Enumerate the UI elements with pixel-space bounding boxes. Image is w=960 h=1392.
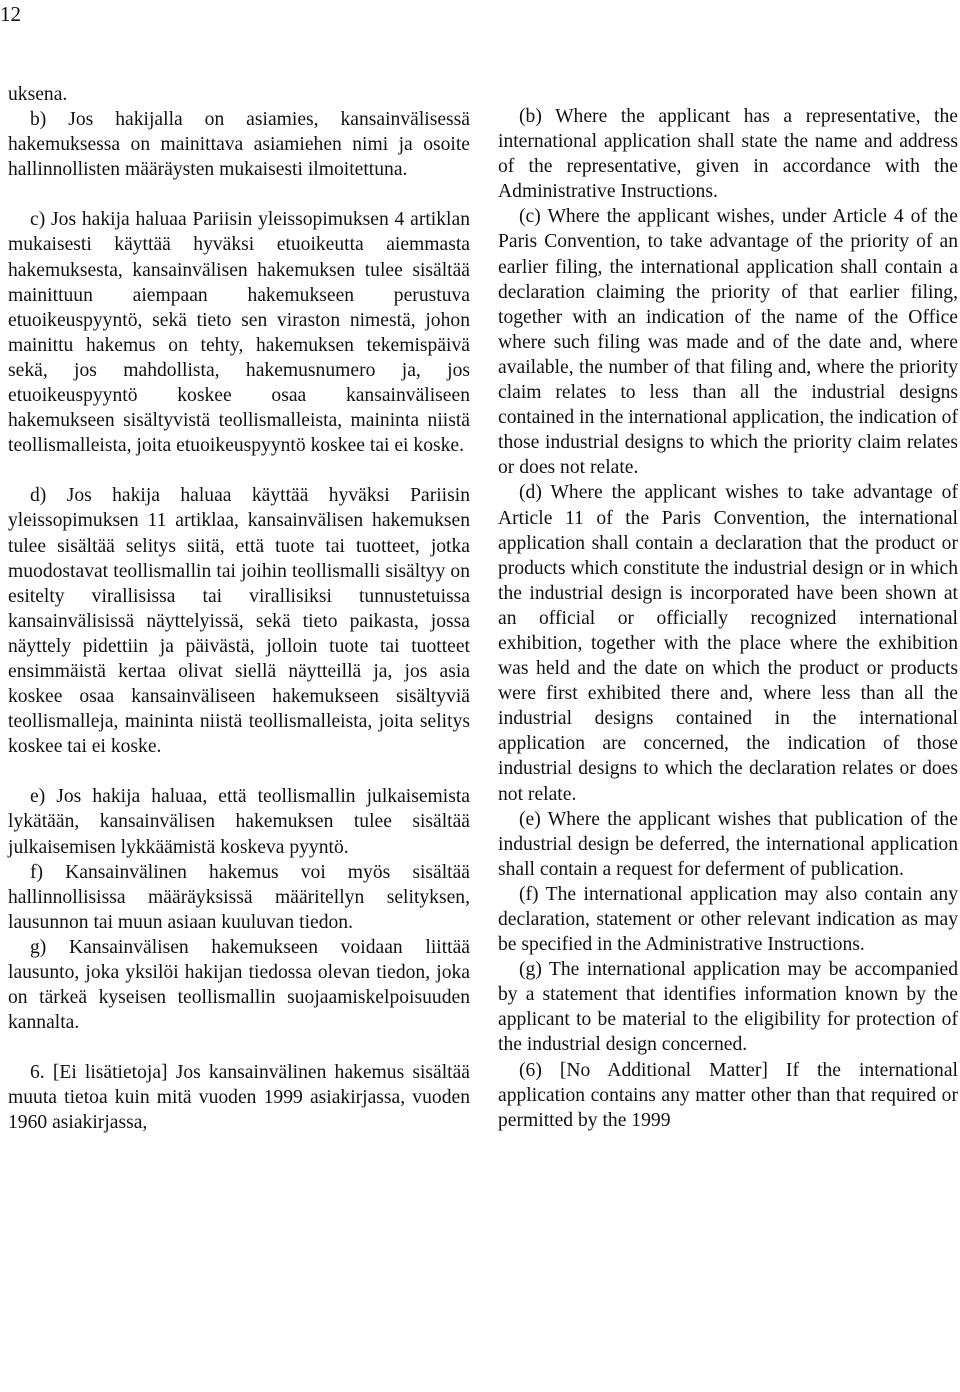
finnish-column [8,82,470,1136]
en-paragraph-e: (e) Where the applicant wishes that publication of the industrial design be deferred, the international application shall contain a request for deferment of publication. [498,808,958,880]
en-paragraph-g: (g) The international application may be accompanied by a statement that identifies information known by the applicant to be material to the eligibility for protection of the industrial design concerned. [498,959,958,1056]
fi-paragraph-c: c) Jos hakija haluaa Pariisin yleissopimuksen 4 artiklan mukaisesti käyttää hyväksi etuoikeutta aiemmasta hakemuksesta, kansainvälisen hakemuksen tulee sisältää mainittuun aiempaan hakemukseen perustuva etuoikeuspyyntö, sekä tieto sen viraston nimestä, johon mainittu hakemus on tehty, hakemuksen tekemispäivä sekä, jos mahdollista, hakemusnumero ja, jos etuoikeuspyyntö koskee osaa kansainväliseen hakemukseen sisältyvistä teollismalleista, maininta niistä teollismalleista, joita etuoikeuspyyntö koskee tai ei koske. [8,209,470,457]
fi-paragraph-g: g) Kansainvälisen hakemukseen voidaan liittää lausunto, joka yksilöi hakijan tiedossa olevan tiedon, joka on tärkeä kyseisen teollismallin suojaamiskelpoisuuden kannalta. [8,936,470,1034]
fi-paragraph-d: d) Jos hakija haluaa käyttää hyväksi Pariisin yleissopimuksen 11 artiklaa, kansainvälisen hakemuksen tulee sisältää selitys siitä, että tuote tai tuotteet, jotka muodostavat teollismallin tai joihin teollismalli sisältyy on esitelty virallisissa tai virallisiksi tunnustetuissa kansainvälisissä näyttelyissä, sekä tieto paikasta, jossa näyttely pidettiin ja päivästä, jolloin tuote tai tuotteet ensimmäistä kertaa olivat siellä näytteillä ja, jos asia koskee osaa kansainväliseen hakemukseen sisältyviä teollismalleja, maininta niistä teollismalleista, joita selitys koskee tai ei koske. [8,485,470,758]
fi-paragraph-continuation: uksena. [8,84,68,105]
en-paragraph-b: (b) Where the applicant has a representative, the international application shall state the name and address of the representative, given in accordance with the Administrative Instructions. [498,106,958,203]
fi-paragraph-6: 6. [Ei lisätietoja] Jos kansainvälinen hakemus sisältää muuta tietoa kuin mitä vuoden 1999 asiakirjassa, vuoden 1960 asiakirjassa, [8,1062,470,1134]
en-paragraph-f: (f) The international application may also contain any declaration, statement or other relevant indication as may be specified in the Administrative Instructions. [498,883,958,956]
fi-paragraph-b: b) Jos hakijalla on asiamies, kansainvälisessä hakemuksessa on mainittava asiamiehen nimi ja osoite hallinnollisten määräysten mukaisesti ilmoitettuna. [8,109,470,181]
english-column [498,104,958,1133]
page-number: 12 [0,2,21,26]
en-paragraph-d: (d) Where the applicant wishes to take advantage of Article 11 of the Paris Convention, the international application shall contain a declaration that the product or products which constitute the industrial design or in which the industrial design is incorporated have been shown at an official or officially recognized international exhibition, together with the place where the exhibition was held and the date on which the product or products were first exhibited there and, where less than all the industrial designs contained in the international application are concerned, the indication of those industrial designs to which the declaration relates or does not relate. [498,482,958,805]
fi-paragraph-e: e) Jos hakija haluaa, että teollismallin julkaisemista lykätään, kansainvälisen hakemuksen tulee sisältää julkaisemisen lykkäämistä koskeva pyyntö. [8,786,470,858]
en-paragraph-c: (c) Where the applicant wishes, under Article 4 of the Paris Convention, to take advantage of the priority of an earlier filing, the international application shall contain a declaration claiming the priority of that earlier filing, together with an indication of the name of the Office where such filing was made and of the date and, where available, the number of that filing and, where the priority claim relates to less than all the industrial designs contained in the international application, the indication of those industrial designs to which the priority claim relates or does not relate. [498,206,958,479]
fi-paragraph-f: f) Kansainvälinen hakemus voi myös sisältää hallinnollisissa määräyksissä määritellyn selityksen, lausunnon tai muun asiaan kuuluvan tiedon. [8,861,470,933]
en-paragraph-6: (6) [No Additional Matter] If the international application contains any matter other than that required or permitted by the 1999 [498,1059,958,1131]
